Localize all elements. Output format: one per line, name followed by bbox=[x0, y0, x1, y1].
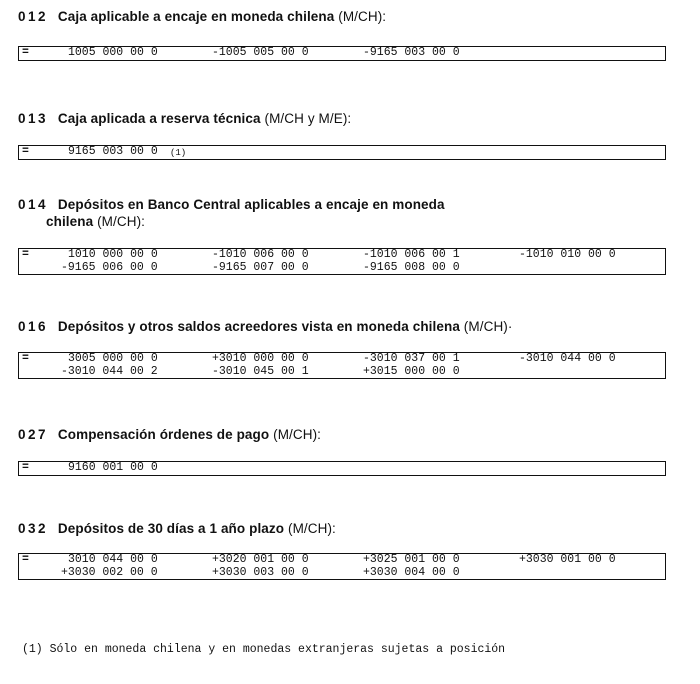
equals-sign: = bbox=[22, 461, 29, 474]
section-032 bbox=[18, 520, 668, 537]
section-heading bbox=[18, 8, 668, 25]
section-012 bbox=[18, 8, 668, 25]
section-code: 012 bbox=[18, 9, 49, 24]
section-heading bbox=[18, 196, 668, 230]
section-013 bbox=[18, 110, 668, 127]
equals-sign: = bbox=[22, 352, 29, 365]
account-code: +3030 001 00 0 bbox=[519, 553, 616, 566]
account-code: 3010 044 00 0 bbox=[68, 553, 158, 566]
section-title: Depósitos de 30 días a 1 año plazo bbox=[57, 521, 285, 536]
formula-row bbox=[19, 249, 665, 262]
account-code: -1010 010 00 0 bbox=[519, 248, 616, 261]
account-code: +3030 003 00 0 bbox=[212, 565, 309, 579]
section-code: 013 bbox=[18, 111, 49, 126]
account-code: 1010 000 00 0 bbox=[68, 248, 158, 261]
section-title-suffix: (M/CH y M/E): bbox=[264, 111, 352, 126]
section-heading bbox=[18, 110, 668, 127]
account-code: -9165 003 00 0 bbox=[363, 46, 460, 59]
account-code: -3010 044 00 2 bbox=[61, 364, 158, 378]
account-code: +3030 002 00 0 bbox=[61, 565, 158, 579]
formula-box-016 bbox=[18, 352, 666, 379]
section-title-suffix: (M/CH): bbox=[97, 214, 146, 229]
section-code: 016 bbox=[18, 319, 49, 334]
account-code: -3010 045 00 1 bbox=[212, 364, 309, 378]
formula-row bbox=[19, 554, 665, 567]
equals-sign: = bbox=[22, 145, 29, 158]
footnote-reference: (1) bbox=[170, 148, 187, 158]
section-016 bbox=[18, 318, 668, 335]
account-code: 9160 001 00 0 bbox=[68, 461, 158, 474]
section-heading bbox=[18, 426, 668, 443]
formula-row bbox=[19, 146, 665, 159]
formula-box-013 bbox=[18, 145, 666, 160]
account-code: -3010 044 00 0 bbox=[519, 352, 616, 365]
equals-sign: = bbox=[22, 553, 29, 566]
formula-box-012 bbox=[18, 46, 666, 61]
footnote: (1) Sólo en moneda chilena y en monedas extranjeras sujetas a posición bbox=[22, 643, 506, 656]
section-014 bbox=[18, 196, 668, 230]
section-title-suffix: (M/CH)· bbox=[463, 319, 513, 334]
section-title-suffix: (M/CH): bbox=[287, 521, 336, 536]
formula-row bbox=[19, 353, 665, 366]
section-title: Depósitos en Banco Central aplicables a encaje en moneda bbox=[57, 197, 445, 212]
account-code: -1005 005 00 0 bbox=[212, 46, 309, 59]
formula-box-027 bbox=[18, 461, 666, 476]
account-code: -1010 006 00 1 bbox=[363, 248, 460, 261]
section-title-suffix: (M/CH): bbox=[338, 9, 387, 24]
account-code: +3015 000 00 0 bbox=[363, 364, 460, 378]
formula-box-014 bbox=[18, 248, 666, 275]
account-code: +3030 004 00 0 bbox=[363, 565, 460, 579]
account-code: +3025 001 00 0 bbox=[363, 553, 460, 566]
section-heading bbox=[18, 318, 668, 335]
account-code: +3010 000 00 0 bbox=[212, 352, 309, 365]
section-title: Caja aplicable a encaje en moneda chilena bbox=[57, 9, 335, 24]
equals-sign: = bbox=[22, 248, 29, 261]
formula-box-032 bbox=[18, 553, 666, 580]
account-code: -9165 007 00 0 bbox=[212, 260, 309, 274]
formula-row bbox=[19, 366, 665, 379]
section-heading bbox=[18, 520, 668, 537]
account-code: -9165 006 00 0 bbox=[61, 260, 158, 274]
formula-row bbox=[19, 47, 665, 60]
section-code: 014 bbox=[18, 197, 49, 212]
equals-sign: = bbox=[22, 46, 29, 59]
account-code: 3005 000 00 0 bbox=[68, 352, 158, 365]
account-code: -1010 006 00 0 bbox=[212, 248, 309, 261]
section-title-suffix: (M/CH): bbox=[273, 427, 322, 442]
section-title-continued: chilena bbox=[46, 214, 94, 229]
account-code: 1005 000 00 0 bbox=[68, 46, 158, 59]
section-title: Depósitos y otros saldos acreedores vista en moneda chilena bbox=[57, 319, 460, 334]
formula-row bbox=[19, 567, 665, 580]
account-code: -3010 037 00 1 bbox=[363, 352, 460, 365]
section-title: Compensación órdenes de pago bbox=[57, 427, 270, 442]
account-code: 9165 003 00 0 bbox=[68, 145, 158, 158]
section-code: 032 bbox=[18, 521, 49, 536]
account-code: -9165 008 00 0 bbox=[363, 260, 460, 274]
formula-row bbox=[19, 262, 665, 275]
account-code: +3020 001 00 0 bbox=[212, 553, 309, 566]
section-title: Caja aplicada a reserva técnica bbox=[57, 111, 261, 126]
formula-row bbox=[19, 462, 665, 475]
section-027 bbox=[18, 426, 668, 443]
section-code: 027 bbox=[18, 427, 49, 442]
